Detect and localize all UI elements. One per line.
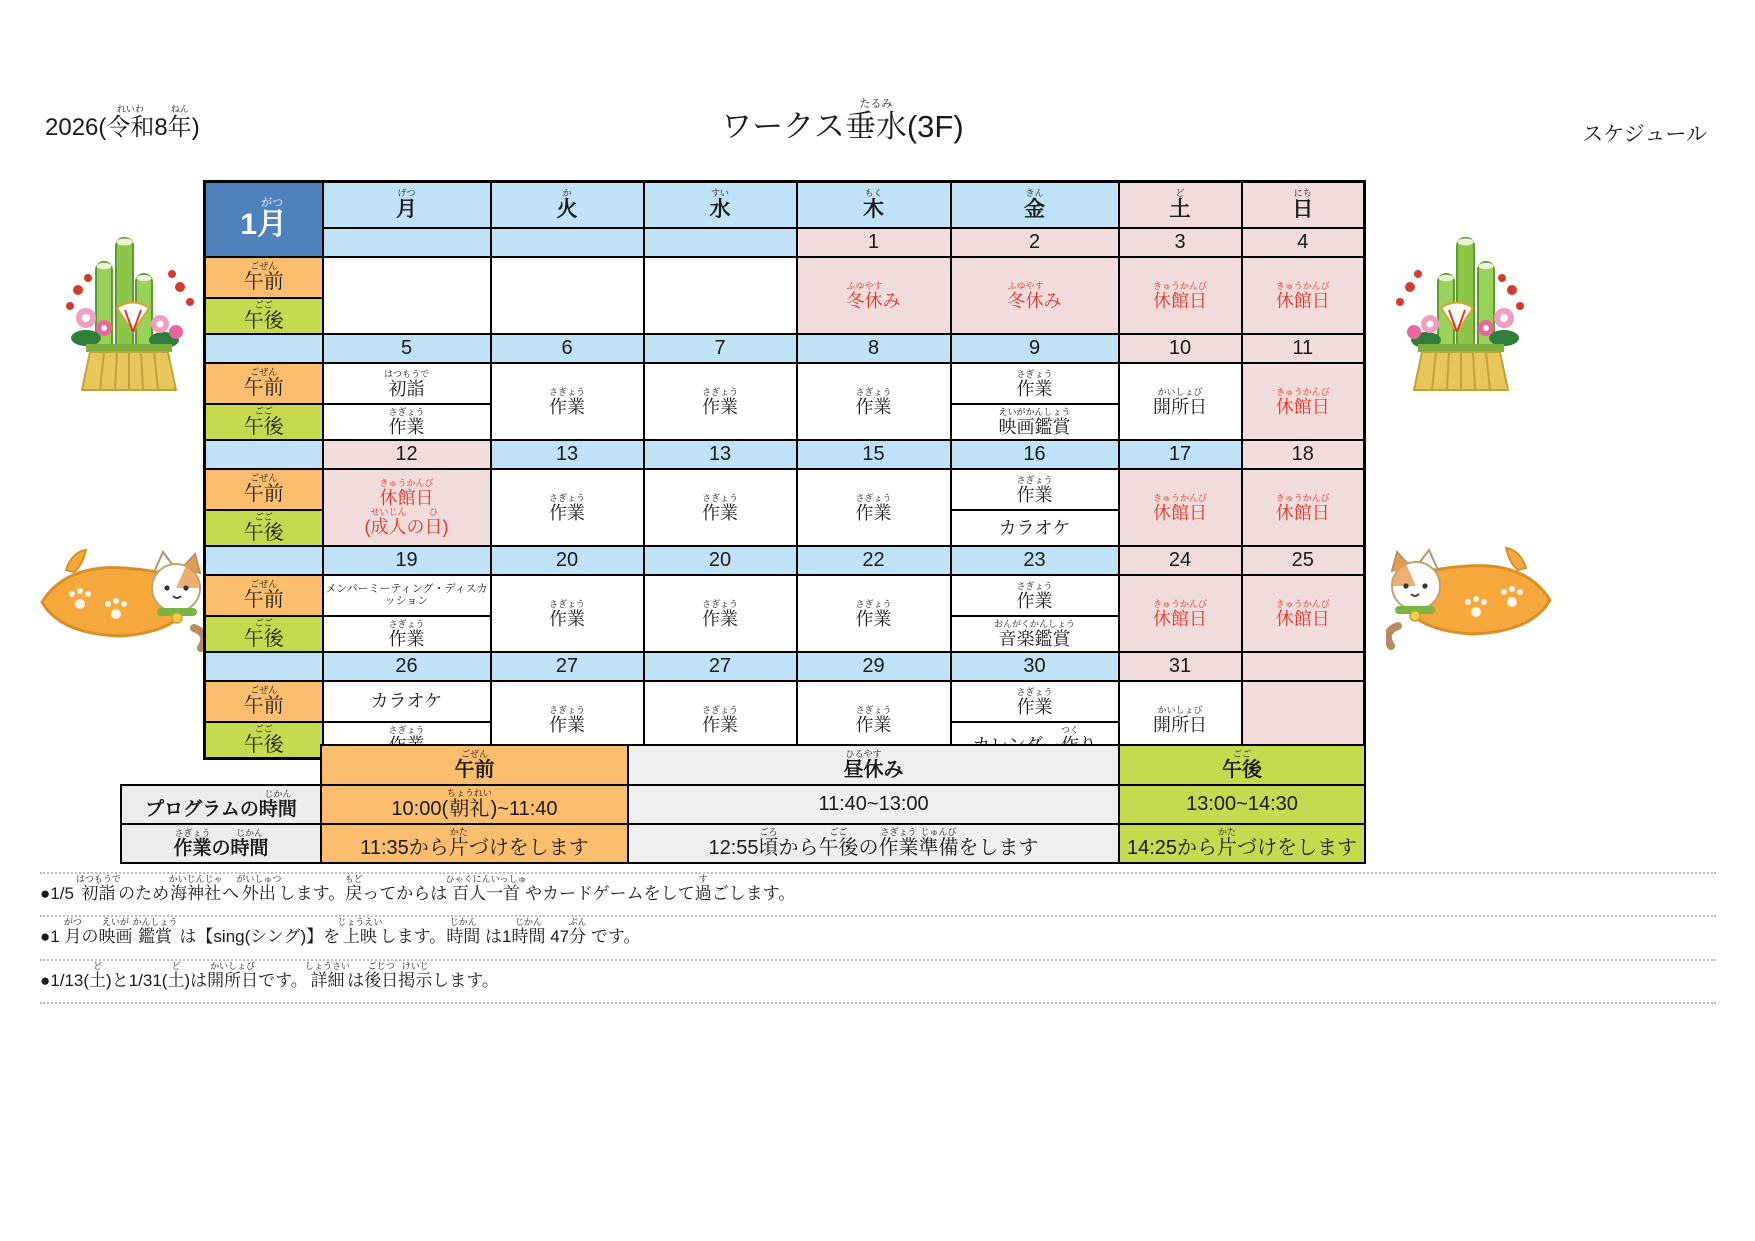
year-label: 2026(令和れいわ8年ねん) bbox=[45, 104, 200, 141]
day-header-fri: 金きん bbox=[951, 182, 1119, 229]
note-item: ●1 月がつの映画えいが鑑賞かんしょう は【sing(シング)】を上映じょうえいします。時間じかん は1時間じかん 47分ぶん です。 bbox=[40, 915, 1716, 958]
schedule-cell: 映画鑑賞えいがかんしょう bbox=[951, 404, 1119, 440]
date-cell: 12 bbox=[323, 440, 491, 469]
schedule-cell: カラオケ bbox=[323, 681, 491, 722]
date-cell: 16 bbox=[951, 440, 1119, 469]
schedule-cell: さぎょう bbox=[323, 722, 491, 759]
date-cell: 1 bbox=[797, 228, 951, 257]
date-row-spacer bbox=[205, 652, 323, 681]
time-header-am: 午前ごぜん bbox=[321, 745, 628, 785]
date-cell: 27 bbox=[491, 652, 644, 681]
date-cell: 29 bbox=[797, 652, 951, 681]
date-cell: 18 bbox=[1242, 440, 1365, 469]
time-header-pm: 午後ごご bbox=[1119, 745, 1365, 785]
date-cell bbox=[491, 228, 644, 257]
am-label: 午前ごぜん bbox=[205, 469, 323, 510]
schedule-cell: 作業さぎょう bbox=[951, 575, 1119, 616]
am-label: 午前ごぜん bbox=[205, 681, 323, 722]
date-cell: 19 bbox=[323, 546, 491, 575]
schedule-cell: 作業さぎょう bbox=[644, 681, 797, 759]
kadomatsu-decoration-left bbox=[58, 232, 208, 397]
schedule-cell bbox=[491, 257, 644, 334]
am-label: 午前ごぜん bbox=[205, 575, 323, 616]
date-cell bbox=[644, 228, 797, 257]
schedule-cell: 作業さぎょう bbox=[951, 363, 1119, 404]
am-label: 午前ごぜん bbox=[205, 363, 323, 404]
date-cell: 10 bbox=[1119, 334, 1242, 363]
schedule-cell: つく bbox=[951, 722, 1119, 759]
date-cell: 11 bbox=[1242, 334, 1365, 363]
date-cell: 5 bbox=[323, 334, 491, 363]
schedule-cell: 休館日きゅうかんび bbox=[1242, 257, 1365, 334]
schedule-cell: 初詣はつもうで bbox=[323, 363, 491, 404]
schedule-cell: 冬休ふゆやすみ bbox=[797, 257, 951, 334]
date-cell: 23 bbox=[951, 546, 1119, 575]
work-time-am: 11:35から片かたづけをします bbox=[321, 824, 628, 863]
program-time-label: プログラムの時間じかん bbox=[121, 785, 321, 824]
program-time-lunch: 11:40~13:00 bbox=[628, 785, 1119, 824]
date-cell: 22 bbox=[797, 546, 951, 575]
note-item: ●1/13(土ど)と1/31(土ど)は開所日かいしょびです。詳細しょうさいは後日ごじつ掲示けいじします。 bbox=[40, 959, 1716, 1002]
day-header-sat: 土ど bbox=[1119, 182, 1242, 229]
date-cell: 30 bbox=[951, 652, 1119, 681]
date-cell: 3 bbox=[1119, 228, 1242, 257]
pm-label: 午後ごご bbox=[205, 616, 323, 652]
schedule-cell: 作業さぎょう bbox=[644, 469, 797, 546]
schedule-cell: 作業さぎょう bbox=[323, 404, 491, 440]
schedule-cell: 作業さぎょう bbox=[797, 469, 951, 546]
date-cell: 25 bbox=[1242, 546, 1365, 575]
date-cell: 26 bbox=[323, 652, 491, 681]
schedule-cell: 作業さぎょう bbox=[644, 575, 797, 652]
day-header-mon: 月げつ bbox=[323, 182, 491, 229]
date-cell: 2 bbox=[951, 228, 1119, 257]
pm-label: 午後ごご bbox=[205, 722, 323, 759]
work-time-label: 作業さぎょうの時間じかん bbox=[121, 824, 321, 863]
note-item: ●1/5 初詣はつもうでのため海神社かいじんじゃへ外出がいしゅつします。戻もどってからは百人一首ひゃくにんいっしゅやカードゲームをして過すごします。 bbox=[40, 872, 1716, 915]
pm-label: 午後ごご bbox=[205, 298, 323, 334]
calendar-table bbox=[203, 180, 1366, 760]
schedule-cell: 作業さぎょう bbox=[797, 575, 951, 652]
pm-label: 午後ごご bbox=[205, 510, 323, 546]
program-time-pm: 13:00~14:30 bbox=[1119, 785, 1365, 824]
date-cell: 20 bbox=[491, 546, 644, 575]
date-cell: 7 bbox=[644, 334, 797, 363]
schedule-cell: 作業さぎょう bbox=[797, 681, 951, 759]
schedule-cell: 休館日きゅうかんび bbox=[1119, 575, 1242, 652]
date-cell: 31 bbox=[1119, 652, 1242, 681]
day-header-tue: 火か bbox=[491, 182, 644, 229]
pm-label: 午後ごご bbox=[205, 404, 323, 440]
schedule-cell: メンバーミーティング・ディスカッション bbox=[323, 575, 491, 616]
date-cell: 17 bbox=[1119, 440, 1242, 469]
date-cell: 15 bbox=[797, 440, 951, 469]
time-table-spacer bbox=[121, 745, 321, 785]
date-row-spacer bbox=[205, 546, 323, 575]
date-row-spacer bbox=[205, 334, 323, 363]
schedule-cell: 作業さぎょう bbox=[644, 363, 797, 440]
notes-list bbox=[40, 872, 1716, 1004]
date-cell: 20 bbox=[644, 546, 797, 575]
date-cell: 24 bbox=[1119, 546, 1242, 575]
schedule-cell: 冬休ふゆやすみ bbox=[951, 257, 1119, 334]
schedule-cell: 作業さぎょう bbox=[797, 363, 951, 440]
date-cell bbox=[323, 228, 491, 257]
schedule-cell: 作業さぎょう bbox=[491, 469, 644, 546]
schedule-cell: 作業さぎょう bbox=[951, 681, 1119, 722]
schedule-cell: 休館日きゅうかんび bbox=[1242, 469, 1365, 546]
cat-decoration-right bbox=[1386, 538, 1556, 653]
schedule-cell: 開所日かいしょび bbox=[1119, 681, 1242, 759]
date-cell: 13 bbox=[491, 440, 644, 469]
time-header-lunch: 昼休ひるやすみ bbox=[628, 745, 1119, 785]
work-time-lunch: 12:55頃ごろから午後ごごの作業さぎょう準備じゅんびをします bbox=[628, 824, 1119, 863]
schedule-cell: 休館日きゅうかんび bbox=[1119, 257, 1242, 334]
schedule-cell: 開所日かいしょび bbox=[1119, 363, 1242, 440]
day-header-wed: 水すい bbox=[644, 182, 797, 229]
date-cell: 9 bbox=[951, 334, 1119, 363]
schedule-cell: 作業さぎょう bbox=[491, 363, 644, 440]
schedule-cell: 休館日きゅうかんび (成人せいじんの日ひ) bbox=[323, 469, 491, 546]
schedule-label: スケジュール bbox=[1582, 123, 1707, 146]
date-cell: 6 bbox=[491, 334, 644, 363]
schedule-cell: 音楽鑑賞おんがくかんしょう bbox=[951, 616, 1119, 652]
date-cell: 13 bbox=[644, 440, 797, 469]
am-label: 午前ごぜん bbox=[205, 257, 323, 298]
schedule-cell: 作業さぎょう bbox=[491, 681, 644, 759]
schedule-cell bbox=[323, 257, 491, 334]
date-row-spacer bbox=[205, 440, 323, 469]
kadomatsu-decoration-right bbox=[1382, 232, 1532, 397]
schedule-cell bbox=[644, 257, 797, 334]
month-cell: 1月がつ bbox=[205, 182, 323, 258]
schedule-cell: 作業さぎょう bbox=[951, 469, 1119, 510]
schedule-cell: 作業さぎょう bbox=[491, 575, 644, 652]
day-header-sun: 日にち bbox=[1242, 182, 1365, 229]
time-table bbox=[120, 744, 1366, 864]
schedule-cell: 作業さぎょう bbox=[323, 616, 491, 652]
date-cell: 27 bbox=[644, 652, 797, 681]
date-cell: 8 bbox=[797, 334, 951, 363]
date-cell: 4 bbox=[1242, 228, 1365, 257]
schedule-cell: カラオケ bbox=[951, 510, 1119, 546]
day-header-thu: 木もく bbox=[797, 182, 951, 229]
schedule-cell: 休館日きゅうかんび bbox=[1242, 575, 1365, 652]
date-cell bbox=[1242, 652, 1365, 681]
program-time-am: 10:00(朝礼ちょうれい)~11:40 bbox=[321, 785, 628, 824]
schedule-cell: 休館日きゅうかんび bbox=[1119, 469, 1242, 546]
schedule-cell: 休館日きゅうかんび bbox=[1242, 363, 1365, 440]
cat-decoration-left bbox=[36, 540, 206, 655]
work-time-pm: 14:25から片かたづけをします bbox=[1119, 824, 1365, 863]
page-title: ワークス垂水たるみ(3F) bbox=[721, 98, 964, 144]
